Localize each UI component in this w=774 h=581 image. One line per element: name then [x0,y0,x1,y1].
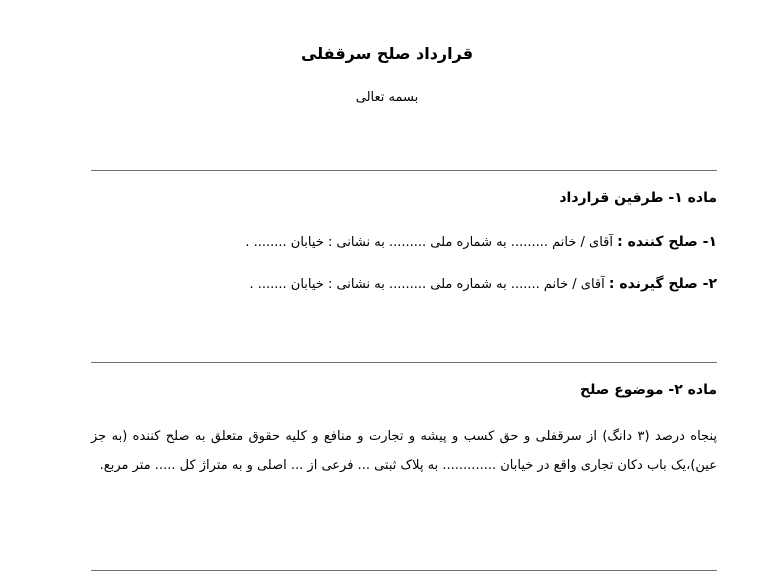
party-2-label: ۲- صلح گیرنده : [608,276,717,292]
party-1-label: ۱- صلح کننده : [617,234,717,250]
article-2-heading: ماده ۲- موضوع صلح [579,382,717,398]
party-2-text: آقای / خانم ....... به شماره ملی ......... به نشانی : خیابان ....... . [249,277,605,292]
article-2-body: پنجاه درصد (۳ دانگ) از سرقفلی و حق کسب و پیشه و تجارت و منافع و کلیه حقوق متعلق به صلح کننده (به جز عین)،یک باب دکان تجاری واقع در خیابان ............. به پلاک ثبتی ... فرعی از ... اصلی و به متراژ کل ..... متر مربع. [91,429,717,473]
section-divider [91,170,717,171]
document-title: قرارداد صلح سرقفلی [300,44,474,63]
document-subtitle: بسمه تعالی [355,90,419,105]
section-divider [91,570,717,571]
section-divider [91,362,717,363]
party-2-line [249,276,717,292]
party-1-text: آقای / خانم ......... به شماره ملی ......... به نشانی : خیابان ........ . [245,235,614,250]
article-1-heading: ماده ۱- طرفین قرارداد [559,190,717,206]
party-1-line [245,234,717,250]
